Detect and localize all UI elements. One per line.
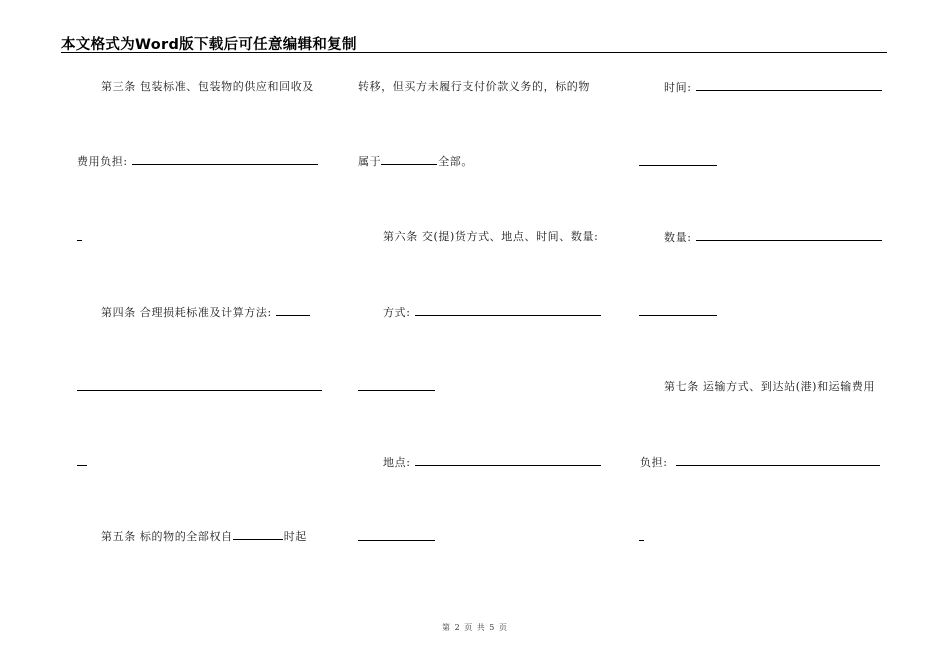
delivery-time-label: 时间: [664, 81, 692, 94]
continuation-blank-2[interactable] [77, 465, 87, 466]
transport-burden-blank[interactable] [676, 455, 880, 466]
belongs-row [358, 154, 473, 169]
fee-burden-blank[interactable] [132, 154, 318, 165]
page-number-footer: 第 2 页 共 5 页 [442, 623, 508, 632]
delivery-location-row [383, 455, 601, 470]
fee-burden-row [77, 154, 318, 169]
loss-method-blank-line[interactable] [77, 390, 322, 391]
delivery-quantity-label: 数量: [664, 231, 692, 244]
header-divider [61, 52, 887, 53]
delivery-method-blank-line[interactable] [358, 390, 435, 391]
loss-method-blank[interactable] [276, 305, 310, 316]
delivery-quantity-row [664, 230, 882, 245]
article-4-heading: 第四条 合理损耗标准及计算方法: [101, 306, 272, 319]
delivery-quantity-blank[interactable] [696, 230, 882, 241]
article-6-heading: 第六条 交(提)货方式、地点、时间、数量: [383, 230, 599, 243]
delivery-time-row [664, 80, 882, 95]
belongs-suffix: 全部。 [438, 155, 474, 168]
delivery-location-blank-line[interactable] [358, 540, 435, 541]
article-5-prefix: 第五条 标的物的全部权自 [101, 530, 233, 543]
delivery-time-blank[interactable] [696, 80, 882, 91]
ownership-time-blank[interactable] [233, 529, 283, 540]
fee-burden-label: 费用负担: [77, 155, 128, 168]
owner-blank[interactable] [381, 154, 437, 165]
belongs-prefix: 属于 [358, 155, 382, 168]
article-3-heading: 第三条 包装标准、包装物的供应和回收及 [101, 80, 314, 93]
delivery-method-blank[interactable] [415, 305, 601, 316]
article-4-row [101, 305, 310, 320]
continuation-blank-1[interactable] [77, 240, 82, 241]
ownership-transfer-text: 转移，但买方未履行支付价款义务的，标的物 [358, 80, 590, 93]
article-7-heading: 第七条 运输方式、到达站(港)和运输费用 [664, 380, 876, 393]
continuation-blank-3[interactable] [639, 540, 644, 541]
transport-burden-label: 负担: [640, 456, 668, 469]
article-5-row [101, 529, 307, 544]
delivery-method-label: 方式: [383, 306, 411, 319]
article-5-suffix: 时起 [283, 530, 307, 543]
transport-burden-row [640, 455, 880, 470]
delivery-location-blank[interactable] [415, 455, 601, 466]
page-header-title: 本文格式为Word版下载后可任意编辑和复制 [61, 37, 357, 53]
delivery-quantity-blank-line[interactable] [639, 315, 717, 316]
delivery-time-blank-line[interactable] [639, 165, 717, 166]
delivery-location-label: 地点: [383, 456, 411, 469]
delivery-method-row [383, 305, 601, 320]
